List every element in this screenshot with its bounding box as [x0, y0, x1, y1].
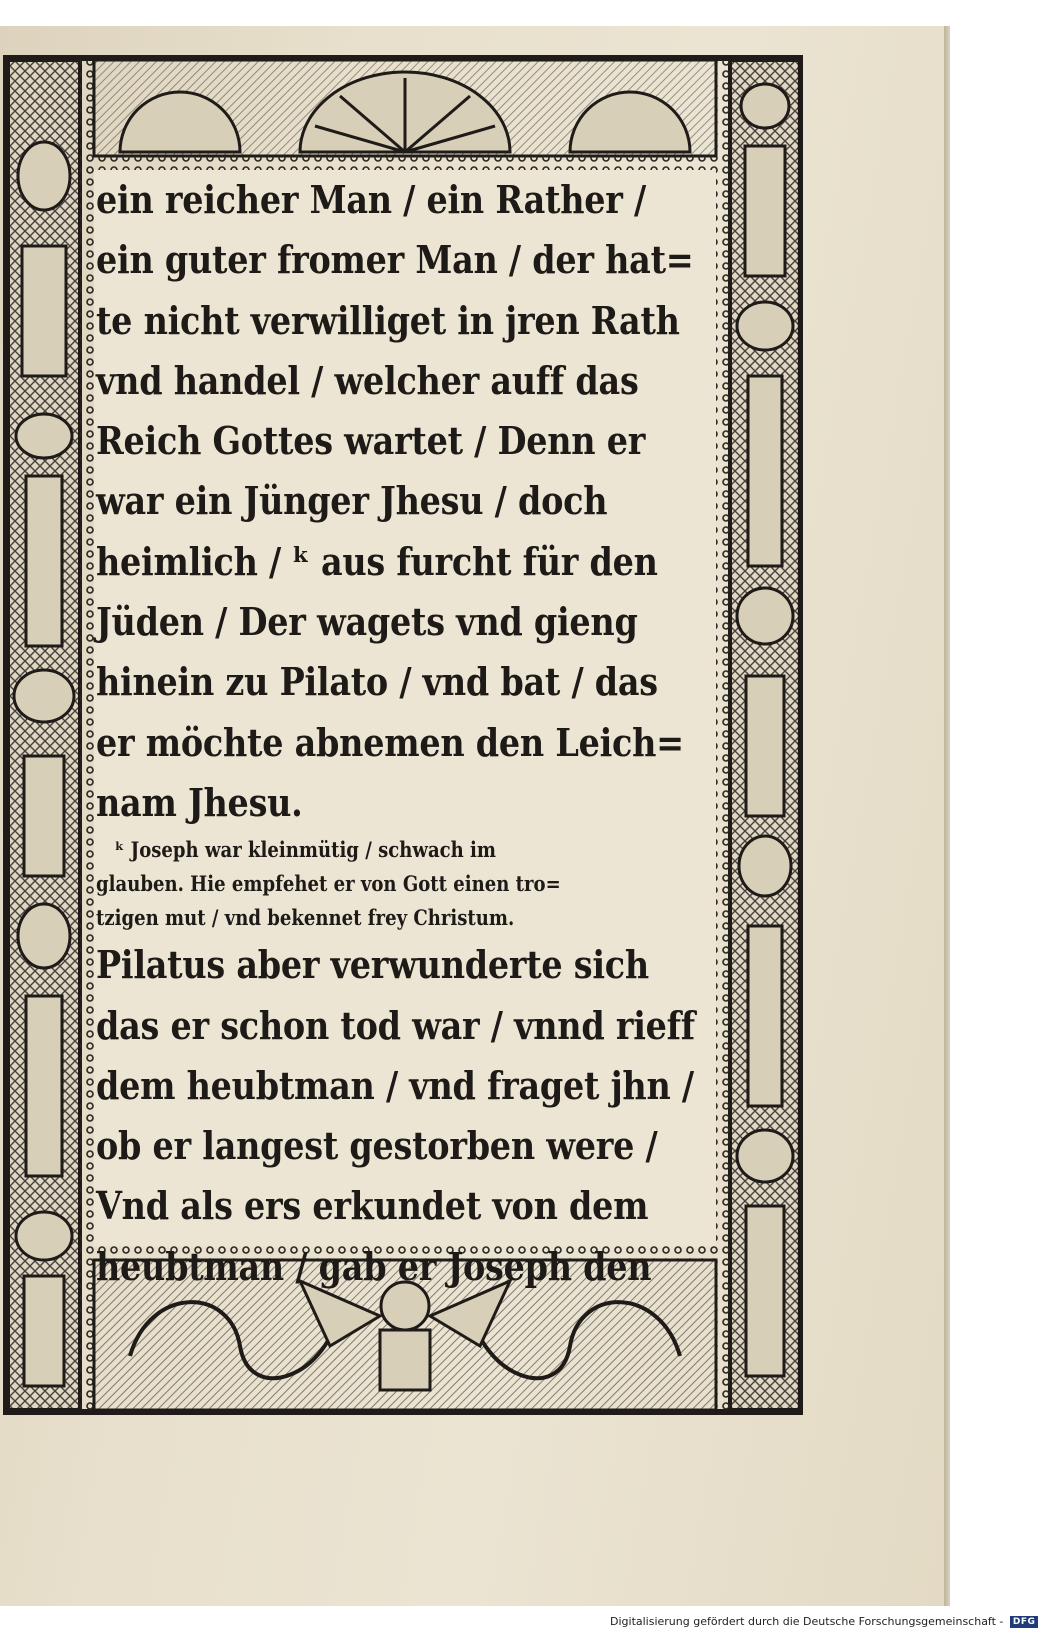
text-line: ob er langest gestorben were / — [96, 1123, 658, 1169]
text-line: dem heubtman / vnd fraget jhn / — [96, 1062, 694, 1108]
text-line: vnd handel / welcher auff das — [96, 357, 639, 403]
page-edge-shadow — [944, 26, 950, 1606]
text-line: nam Jhesu. — [96, 779, 303, 825]
text-line: ein reicher Man / ein Rather / — [96, 177, 646, 222]
dfg-logo: DFG — [1010, 1616, 1038, 1628]
text-line: war ein Jünger Jhesu / doch — [96, 478, 608, 524]
marginal-note-line: ᵏ Joseph war kleinmütig / schwach im — [114, 837, 497, 863]
text-line: ein guter fromer Man / der hat= — [96, 237, 694, 283]
text-line: heubtman / gab er Joseph den — [96, 1243, 652, 1289]
text-line: te nicht verwilliget in jren Rath — [96, 297, 680, 343]
marginal-note-line: glauben. Hie empfehet er von Gott einen tro= — [96, 871, 561, 897]
text-line: Reich Gottes wartet / Denn er — [96, 418, 646, 464]
text-line: heimlich / ᵏ aus furcht für den — [96, 538, 658, 584]
text-line: das er schon tod war / vnnd rieff — [96, 1002, 695, 1048]
digitization-credit — [610, 1612, 1036, 1632]
text-line: Vnd als ers erkundet von dem — [96, 1183, 649, 1229]
marginal-note-line: tzigen mut / vnd bekennet frey Christum. — [96, 905, 515, 931]
text-line: er möchte abnemen den Leich= — [96, 719, 684, 765]
credit-text: Digitalisierung gefördert durch die Deutsche Forschungsgemeinschaft - — [610, 1615, 1004, 1628]
text-line: Pilatus aber verwunderte sich — [96, 942, 649, 988]
text-line: Jüden / Der wagets vnd gieng — [96, 599, 638, 645]
text-line: hinein zu Pilato / vnd bat / das — [96, 659, 658, 705]
text-block — [96, 170, 742, 1289]
